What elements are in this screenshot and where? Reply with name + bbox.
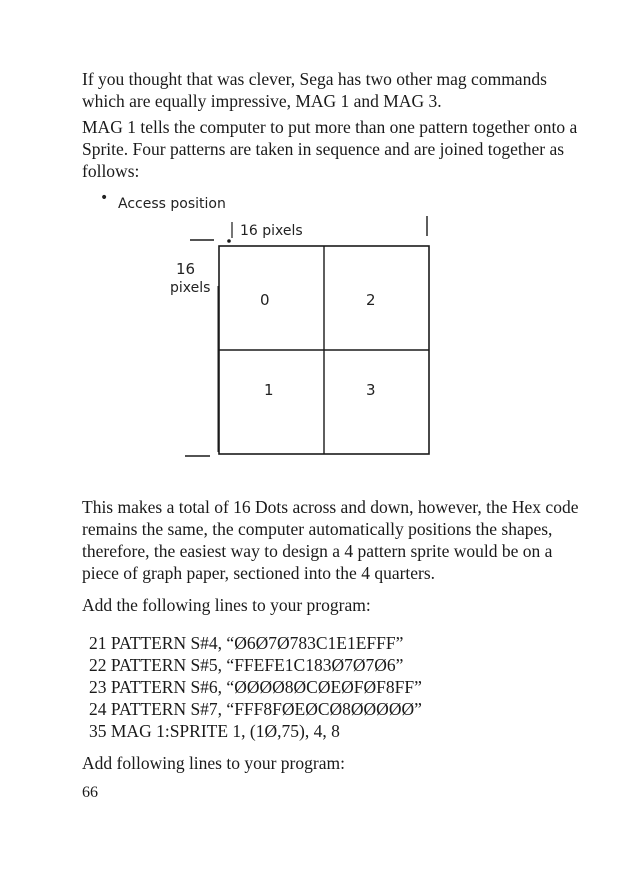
program-listing <box>89 632 422 742</box>
bullet: • <box>100 190 109 206</box>
code-line: 24 PATTERN S#7, “FFF8FØEØCØ8ØØØØØ” <box>89 699 422 719</box>
pattern-cell-0: 0 <box>260 291 270 309</box>
code-line: 23 PATTERN S#6, “ØØØØ8ØCØEØFØF8FF” <box>89 677 422 697</box>
code-line: 21 PATTERN S#4, “Ø6Ø7Ø783C1E1EFFF” <box>89 633 404 653</box>
page-number: 66 <box>82 784 98 801</box>
height-label-number: 16 <box>176 260 196 278</box>
code-line: 22 PATTERN S#5, “FFEFE1C183Ø7Ø7Ø6” <box>89 655 404 675</box>
explanation-paragraph: This makes a total of 16 Dots across and down, however, the Hex code remains the same, the computer automatically positions the shapes, therefore, the easiest way to design a 4 pattern sprite would be on a piece of graph paper, sectioned into the 4 quarters. <box>82 497 579 583</box>
access-position-label: Access position <box>118 196 226 212</box>
height-label-unit: pixels <box>170 280 211 296</box>
code-line: 35 MAG 1:SPRITE 1, (1Ø,75), 4, 8 <box>89 721 340 741</box>
mag1-paragraph: MAG 1 tells the computer to put more than one pattern together onto a Sprite. Four patterns are taken in sequence and are joined together as follows: <box>82 117 578 181</box>
add-following-lines-paragraph: Add following lines to your program: <box>82 753 345 773</box>
pattern-cell-3: 3 <box>366 381 376 399</box>
pattern-cell-1: 1 <box>264 381 274 399</box>
intro-paragraph: If you thought that was clever, Sega has two other mag commands which are equally impressive, MAG 1 and MAG 3. <box>82 69 547 111</box>
pattern-cell-2: 2 <box>366 291 376 309</box>
width-label: 16 pixels <box>240 223 303 239</box>
add-lines-paragraph: Add the following lines to your program: <box>82 595 371 615</box>
access-position-dot <box>227 239 231 243</box>
